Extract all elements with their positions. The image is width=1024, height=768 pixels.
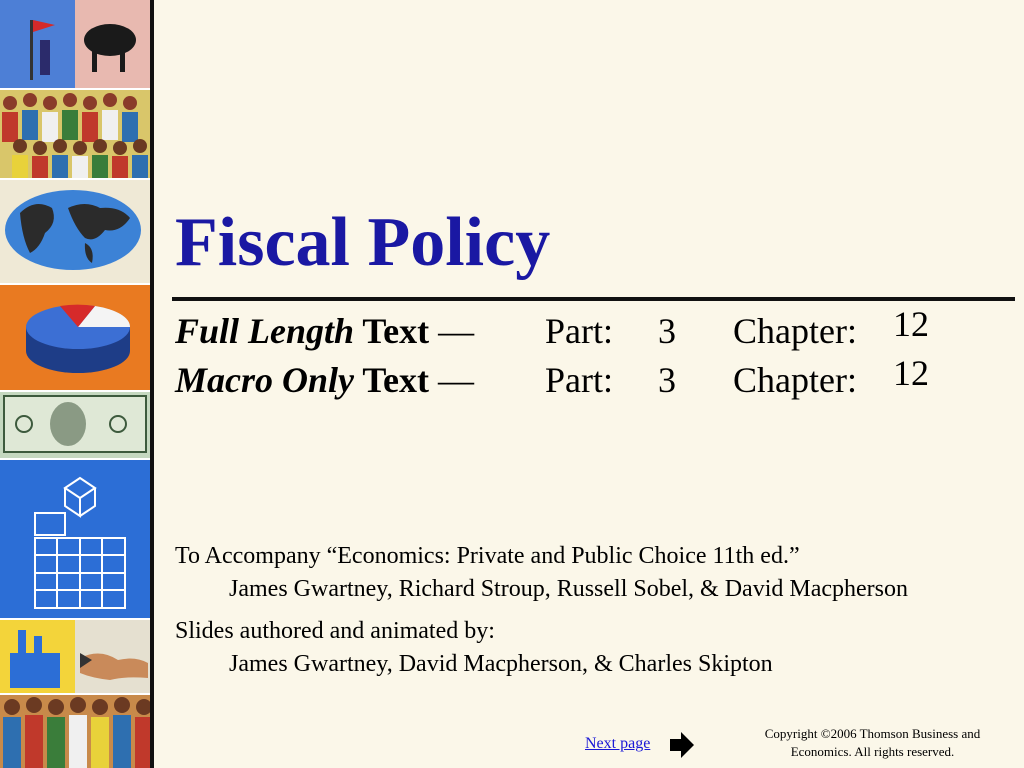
row-label [175, 360, 429, 400]
text-row-full-length [175, 304, 929, 351]
part-number: 3 [658, 311, 676, 351]
row-dash: — [429, 360, 475, 400]
row-dash: — [429, 311, 475, 351]
collage-divider [0, 88, 150, 90]
copyright-line-1: Copyright ©2006 Thomson Business and [764, 726, 981, 741]
part-label: Part: [545, 360, 613, 400]
text-row-macro-only [175, 353, 929, 400]
row-label-italic: Macro Only [175, 360, 354, 400]
collage-divider [0, 458, 150, 460]
dollar-bill-image [0, 390, 150, 458]
chapter-number: 12 [893, 353, 929, 393]
collage-divider [0, 178, 150, 180]
accompany-line: To Accompany “Economics: Private and Public Choice 11th ed.” [175, 543, 800, 569]
part-label: Part: [545, 311, 613, 351]
slides-by-line: Slides authored and animated by: [175, 618, 495, 644]
decorative-collage [0, 0, 150, 768]
row-label [175, 311, 429, 351]
collage-divider [0, 693, 150, 695]
vertical-divider [150, 0, 154, 768]
crowd-image-bottom [0, 693, 150, 768]
next-page-link[interactable]: Next page [585, 735, 651, 752]
row-label-text: Text [354, 311, 430, 351]
chapter-number: 12 [893, 304, 929, 344]
copyright-notice [735, 725, 1010, 760]
title-rule [172, 297, 1015, 301]
factory-handshake-image [0, 618, 150, 693]
crowd-image [0, 88, 150, 178]
slide-title: Fiscal Policy [175, 204, 551, 281]
right-arrow-icon[interactable] [668, 730, 696, 760]
chapter-label: Chapter: [733, 360, 857, 400]
world-map-image [0, 178, 150, 283]
part-number: 3 [658, 360, 676, 400]
copyright-line-2: Economics. All rights reserved. [790, 743, 955, 759]
row-label-text: Text [354, 360, 430, 400]
book-authors-line: James Gwartney, Richard Stroup, Russell Sobel, & David Macpherson [229, 576, 908, 602]
chapter-label: Chapter: [733, 311, 857, 351]
collage-divider [0, 390, 150, 392]
row-label-italic: Full Length [175, 311, 355, 351]
flag-bull-image [0, 0, 150, 88]
collage-divider [0, 283, 150, 285]
pie-chart-image [0, 283, 150, 390]
collage-divider [0, 618, 150, 620]
building-blocks-image [0, 458, 150, 618]
slide-authors-line: James Gwartney, David Macpherson, & Charles Skipton [229, 651, 773, 677]
